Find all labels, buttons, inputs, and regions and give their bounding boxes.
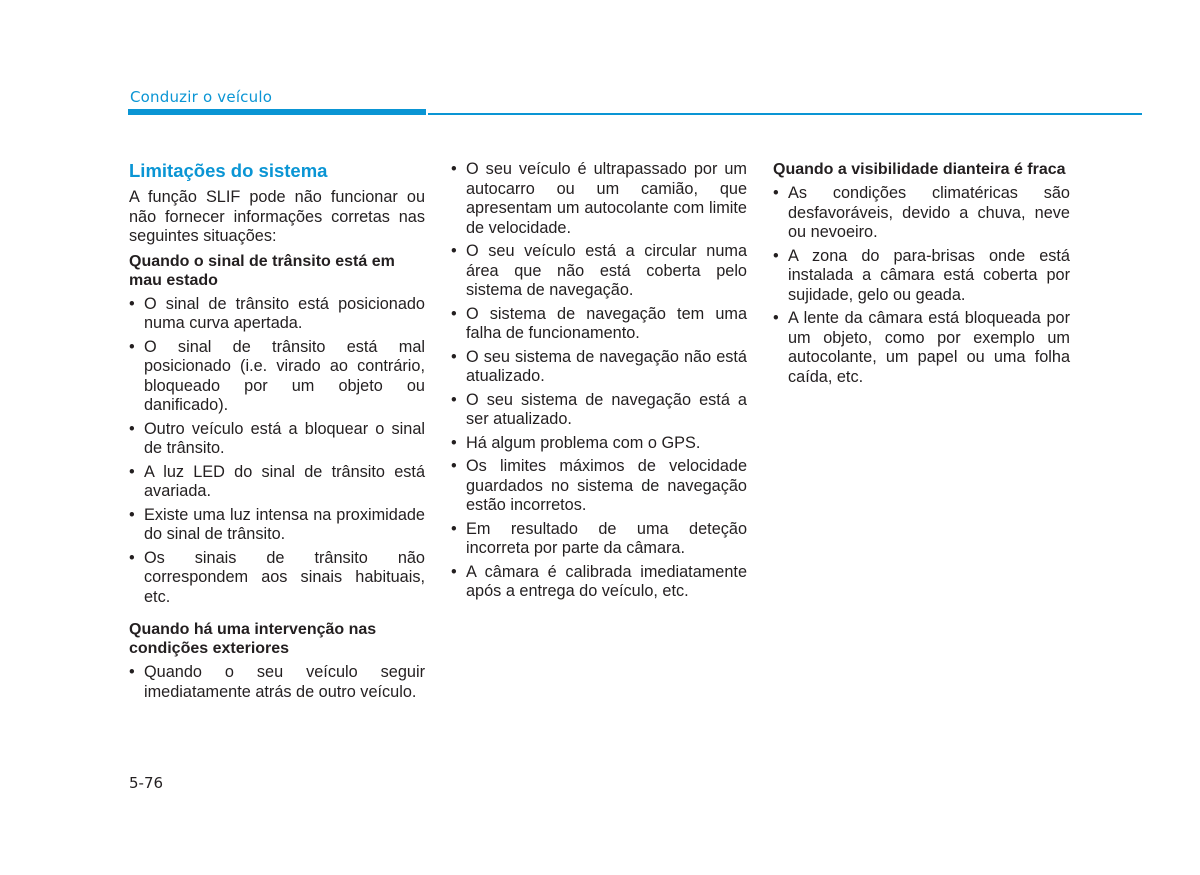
column-middle [451, 160, 747, 606]
list-item: • Quando o seu veículo seguir imediatamente atrás de outro veículo. [129, 663, 425, 702]
list-item: • A zona do para-brisas onde está instalada a câmara está coberta por sujidade, gelo ou geada. [773, 247, 1070, 306]
list-item: • Os limites máximos de velocidade guardados no sistema de navegação estão incorretos. [451, 457, 747, 516]
list-item: • O sinal de trânsito está posicionado numa curva apertada. [129, 295, 425, 334]
list-poor-visibility [773, 184, 1070, 387]
section-title: Limitações do sistema [129, 160, 328, 181]
list-item: • O seu veículo é ultrapassado por um autocarro ou um camião, que apresentam um autocolante com limite de velocidade. [451, 160, 747, 238]
list-external-conditions-part2 [451, 160, 747, 602]
list-item: • A câmara é calibrada imediatamente após a entrega do veículo, etc. [451, 563, 747, 602]
list-item: • As condições climatéricas são desfavoráveis, devido a chuva, neve ou nevoeiro. [773, 184, 1070, 243]
subheading-external-conditions: Quando há uma intervenção nas condições exteriores [129, 621, 377, 657]
list-item: • O seu veículo está a circular numa área que não está coberta pelo sistema de navegação. [451, 242, 747, 301]
chapter-title: Conduzir o veículo [130, 88, 273, 106]
intro-paragraph: A função SLIF pode não funcionar ou não fornecer informações corretas nas seguintes situações: [129, 188, 425, 245]
list-item: • O seu sistema de navegação está a ser atualizado. [451, 391, 747, 430]
list-item: • A luz LED do sinal de trânsito está avariada. [129, 463, 425, 502]
subheading-poor-visibility: Quando a visibilidade dianteira é fraca [773, 161, 1066, 178]
list-item: • O sistema de navegação tem uma falha de funcionamento. [451, 305, 747, 344]
header-rule-thin [428, 113, 1142, 115]
list-item: • Existe uma luz intensa na proximidade do sinal de trânsito. [129, 506, 425, 545]
column-left [129, 160, 425, 706]
column-right [773, 160, 1070, 391]
list-item: • Em resultado de uma deteção incorreta por parte da câmara. [451, 520, 747, 559]
list-item: • Os sinais de trânsito não correspondem aos sinais habituais, etc. [129, 549, 425, 608]
subheading-sign-bad-state: Quando o sinal de trânsito está em mau estado [129, 252, 395, 289]
page-number: 5-76 [129, 774, 164, 792]
list-item: • O seu sistema de navegação não está atualizado. [451, 348, 747, 387]
list-external-conditions-part1 [129, 663, 425, 702]
list-item: • Há algum problema com o GPS. [451, 434, 747, 454]
list-item: • O sinal de trânsito está mal posicionado (i.e. virado ao contrário, bloqueado por um objeto ou danificado). [129, 338, 425, 416]
header-rule-thick [128, 109, 426, 115]
list-sign-bad-state [129, 295, 425, 608]
list-item: • Outro veículo está a bloquear o sinal de trânsito. [129, 420, 425, 459]
list-item: • A lente da câmara está bloqueada por um objeto, como por exemplo um autocolante, um papel ou uma folha caída, etc. [773, 309, 1070, 387]
